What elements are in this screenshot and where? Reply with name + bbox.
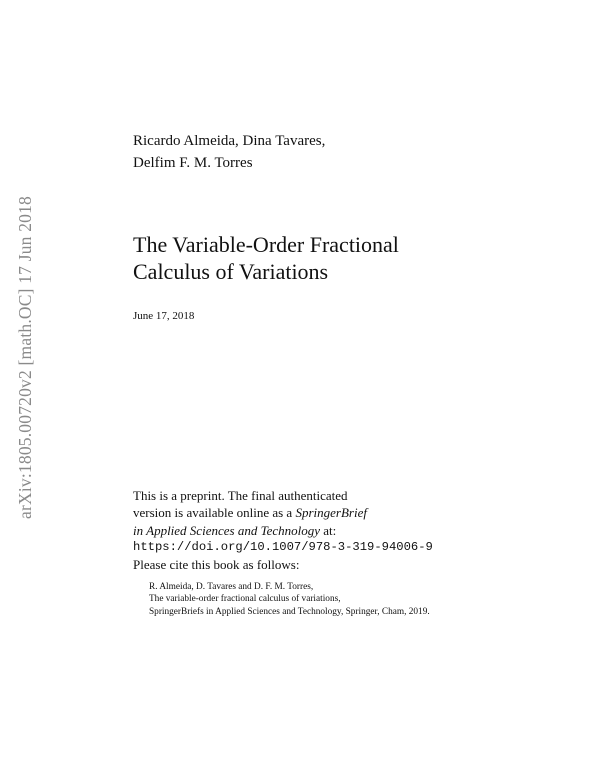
author-line-2: Delfim F. M. Torres xyxy=(133,155,253,171)
citation-line-3: SpringerBriefs in Applied Sciences and Technology, Springer, Cham, 2019. xyxy=(149,606,430,617)
notice-line-2-text: version is available online as a xyxy=(133,505,296,521)
arxiv-identifier: arXiv:1805.00720v2 [math.OC] 17 Jun 2018 xyxy=(14,195,35,519)
notice-line-2 xyxy=(133,504,433,521)
springerbrief-text: SpringerBrief xyxy=(295,505,367,521)
citation-block xyxy=(149,581,430,618)
citation-line-2: The variable-order fractional calculus of variations, xyxy=(149,594,341,605)
title-line-1: The Variable-Order Fractional xyxy=(133,232,399,257)
title-line-2: Calculus of Variations xyxy=(133,259,329,284)
book-title xyxy=(133,231,399,285)
preprint-notice xyxy=(133,487,433,573)
citation-line-1: R. Almeida, D. Tavares and D. F. M. Torres, xyxy=(149,582,314,592)
notice-line-3 xyxy=(133,522,433,539)
author-line-1: Ricardo Almeida, Dina Tavares, xyxy=(133,133,326,149)
notice-line-3-text: at: xyxy=(320,522,337,538)
publication-date: June 17, 2018 xyxy=(133,310,195,322)
notice-line-1: This is a preprint. The final authenticated xyxy=(133,488,348,503)
series-name: in Applied Sciences and Technology xyxy=(133,522,321,538)
doi-link[interactable]: https://doi.org/10.1007/978-3-319-94006-9 xyxy=(133,539,433,554)
arxiv-stamp xyxy=(10,176,40,538)
author-list xyxy=(133,130,325,174)
cite-instruction: Please cite this book as follows: xyxy=(133,557,300,573)
